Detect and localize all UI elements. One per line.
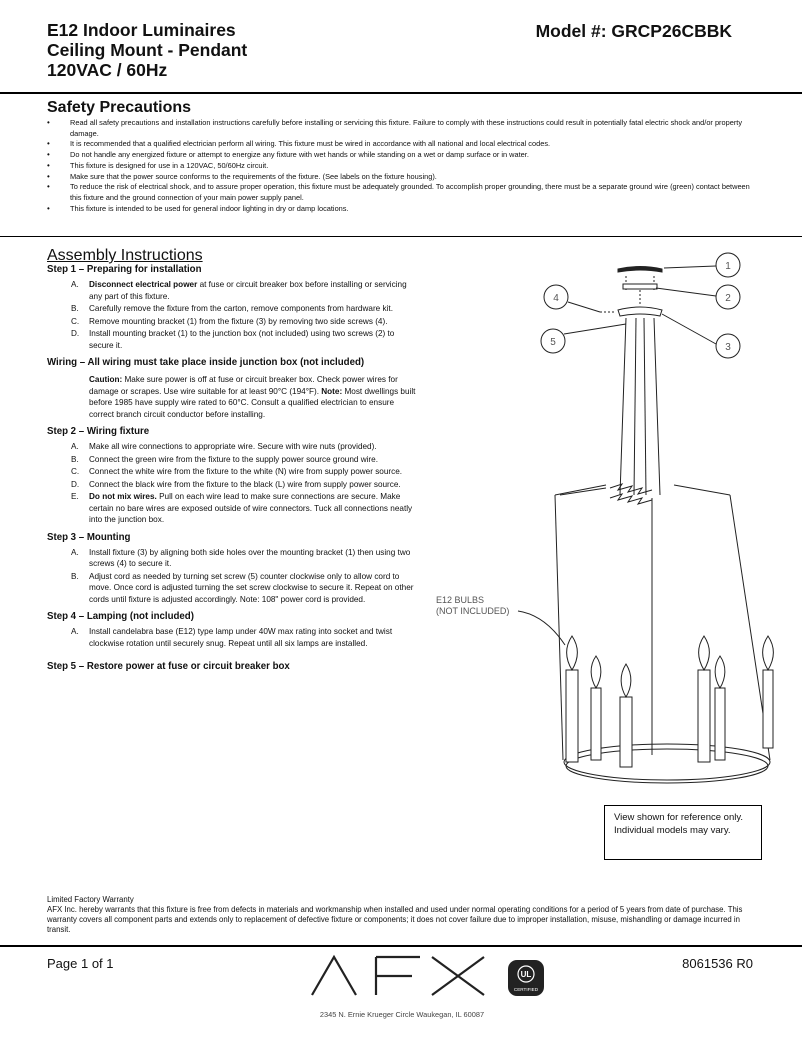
canopy-plate [618, 267, 662, 291]
document-title [47, 20, 247, 80]
safety-item: • This fixture is intended to be used for general indoor lighting in dry or damp locations. [47, 204, 757, 215]
afx-logo [310, 953, 490, 997]
company-address: 2345 N. Ernie Krueger Circle Waukegan, IL 60087 [319, 1010, 485, 1019]
reference-note: View shown for reference only. Individual models may vary. [604, 805, 762, 860]
assembly-heading: Assembly Instructions [47, 247, 203, 264]
callout-2 [656, 285, 740, 309]
step3-title: Step 3 – Mounting [47, 531, 131, 543]
section-divider [0, 236, 802, 237]
document-number: 8061536 R0 [682, 956, 753, 971]
callout-4 [544, 285, 600, 312]
header-divider [0, 92, 802, 94]
svg-text:1: 1 [725, 261, 731, 272]
list-item: B. Connect the green wire from the fixture to the supply power source ground wire. [71, 454, 378, 464]
title-line-3: 120VAC / 60Hz [47, 60, 168, 80]
step2-list [47, 441, 419, 526]
fixture-diagram [430, 250, 800, 810]
fixture-cage [555, 485, 770, 760]
warranty-title: Limited Factory Warranty [47, 895, 134, 904]
list-item: D. Install mounting bracket (1) to the junction box (not included) using two screws (2) to secure it. [71, 329, 395, 350]
list-item: E. Do not mix wires. Pull on each wire lead to make sure connections are secure. Make certain no bare wires are exposed outside of wire connectors. Tuck all connections neatly into the junction box. [71, 492, 413, 524]
callout-5 [541, 324, 626, 353]
safety-item: • Do not handle any energized fixture or attempt to energize any fixture with wet hands or while standing on a wet or damp surface or in water. [47, 150, 757, 161]
svg-text:4: 4 [553, 293, 559, 304]
safety-item: • Read all safety precautions and installation instructions carefully before installing or servicing this fixture. Failure to comply with these instructions could result in potentially fatal electric shock and/or property damage. [47, 118, 757, 139]
list-item: D. Connect the black wire from the fixture to the black (L) wire from supply power source. [71, 479, 401, 489]
wiring-title: Wiring – All wiring must take place inside junction box (not included) [47, 357, 365, 368]
bulb-label-line-1: E12 BULBS [436, 595, 485, 605]
title-line-1: E12 Indoor Luminaires [47, 20, 236, 40]
list-item: A. Install fixture (3) by aligning both side holes over the mounting bracket (1) then using two screws (4) to secure it. [71, 547, 411, 568]
safety-heading: Safety Precautions [47, 99, 192, 116]
step5-title: Step 5 – Restore power at fuse or circuit breaker box [47, 661, 290, 672]
svg-text:2: 2 [725, 293, 731, 304]
svg-text:CERTIFIED: CERTIFIED [513, 987, 539, 992]
callout-3 [662, 314, 740, 358]
list-item: C. Connect the white wire from the fixture to the white (N) wire from supply power source. [71, 467, 403, 476]
list-item: C. Remove mounting bracket (1) from the fixture (3) by removing two side screws (4). [71, 316, 388, 326]
safety-item: • It is recommended that a qualified electrician perform all wiring. This fixture must be wired in accordance with all national and local electrical codes. [47, 139, 757, 150]
warranty-block [47, 895, 757, 935]
bulb-label-leader [518, 611, 565, 645]
step1-list [47, 279, 419, 351]
model-number: Model #: GRCP26CBBK [535, 21, 732, 41]
warranty-text: AFX Inc. hereby warrants that this fixture is free from defects in materials and workmanship when installed and used under normal operating conditions for a period of 5 years from date of purchase. This warranty covers all component parts and extends only to replacement of defective fixture or components; it does not cover failure due to improper installation, misuse, mishandling or damage incurred in transit. [47, 905, 743, 934]
svg-text:5: 5 [550, 337, 556, 348]
safety-list [47, 118, 757, 214]
list-item: A. Install candelabra base (E12) type lamp under 40W max rating into socket and twist clockwise rotation until securely snug. Repeat until all six lamps are installed. [71, 627, 393, 648]
step3-list [47, 547, 419, 606]
list-item: A. Disconnect electrical power at fuse or circuit breaker box before installing or servicing any part of this fixture. [71, 280, 407, 301]
step1-title: Step 1 – Preparing for installation [47, 264, 202, 275]
caution-note: Caution: Make sure power is off at fuse or circuit breaker box. Check power wires for damage or scrapes. Use wire suitable for at least 90°C (194°F). Note: Most dwellings built before 1985 have supply wire rated to 60°C. Consult a qualified electrician to ensure correct branch circuit conductor before installing. [89, 375, 416, 419]
step4-title: Step 4 – Lamping (not included) [47, 611, 194, 622]
list-item: A. Make all wire connections to appropriate wire. Secure with wire nuts (provided). [71, 442, 377, 451]
footer-divider [0, 945, 802, 947]
safety-item: • Make sure that the power source conforms to the requirements of the fixture. (See labels on the fixture housing). [47, 172, 757, 183]
svg-text:UL: UL [520, 970, 532, 979]
title-line-2: Ceiling Mount - Pendant [47, 40, 248, 60]
page-number: Page 1 of 1 [47, 956, 114, 971]
svg-text:3: 3 [725, 342, 731, 353]
safety-item: • This fixture is designed for use in a 120VAC, 50/60Hz circuit. [47, 161, 757, 172]
step4-list [47, 626, 419, 649]
ul-certified-seal [508, 960, 544, 996]
bulb-label-line-2: (NOT INCLUDED) [436, 606, 510, 616]
step2-title: Step 2 – Wiring fixture [47, 426, 150, 437]
callout-1 [664, 253, 740, 277]
list-item: B. Carefully remove the fixture from the carton, remove components from hardware kit. [71, 304, 393, 313]
suspension-cables [620, 318, 660, 495]
safety-item: • To reduce the risk of electrical shock, and to assure proper operation, this fixture must be adequately grounded. To accomplish proper grounding, there must be a separate ground wire (green) contact between this fixture and the ground connection of your main power supply panel. [47, 182, 757, 203]
mounting-bracket [600, 290, 662, 316]
list-item: B. Adjust cord as needed by turning set screw (5) counter clockwise only to allow cord to move. Once cord is adjusted turning the set screw clockwise to secure it. Repeat on other cords until fixture is adjusted accordingly. Note: 108" power cord is provided. [71, 571, 414, 604]
assembly-steps [47, 264, 419, 676]
